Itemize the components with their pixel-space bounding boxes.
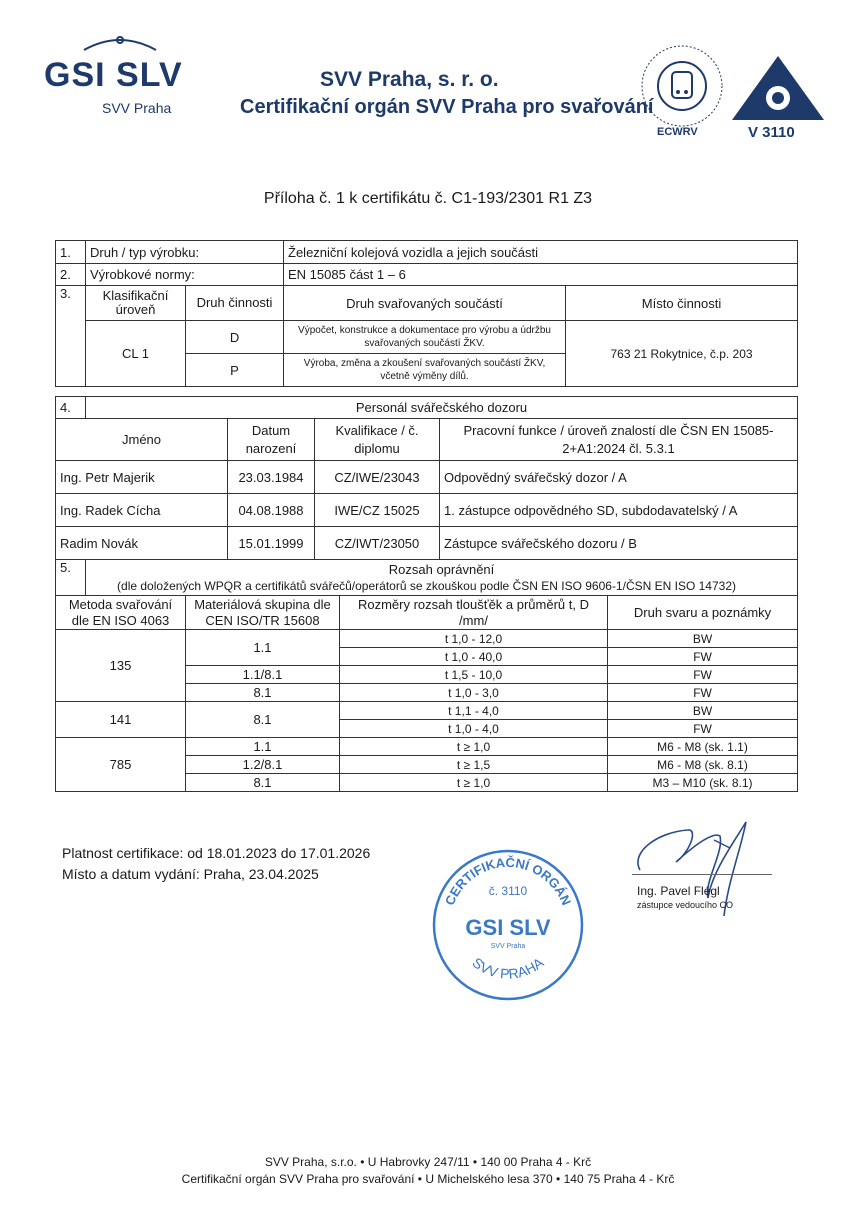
place-value: 763 21 Rokytnice, č.p. 203 [566, 321, 798, 387]
v-code: V 3110 [748, 124, 795, 141]
type-cell: FW [608, 666, 798, 684]
material-cell: 1.1 [186, 738, 340, 756]
header-place: Místo činnosti [566, 286, 798, 321]
row-product-norms [56, 264, 798, 286]
material-cell: 1.2/8.1 [186, 756, 340, 774]
header-level: Klasifikační úroveň [86, 286, 186, 321]
sec5-subheading: (dle doložených WPQR a certifikátů svářečů/operátorů se zkouškou podle ČSN EN ISO 9606-1/ČSN EN ISO 14732) [117, 578, 736, 593]
logo-subtitle: SVV Praha [102, 100, 172, 116]
person-qual: CZ/IWT/23050 [315, 527, 440, 560]
person-qual: IWE/CZ 15025 [315, 494, 440, 527]
dims-cell: t 1,0 - 40,0 [340, 648, 608, 666]
row-activity-d [56, 321, 798, 354]
sec4-heading: Personál svářečského dozoru [86, 397, 798, 419]
person-function: Zástupce svářečského dozoru / B [440, 527, 798, 560]
sec2-value: EN 15085 část 1 – 6 [284, 264, 798, 286]
method-785: 785 [56, 738, 186, 792]
dims-cell: t ≥ 1,5 [340, 756, 608, 774]
person-qual: CZ/IWE/23043 [315, 461, 440, 494]
sec2-label: Výrobkové normy: [86, 264, 284, 286]
type-cell: BW [608, 630, 798, 648]
dims-cell: t 1,0 - 4,0 [340, 720, 608, 738]
sec5-heading: Rozsah oprávnění [388, 561, 495, 577]
activity-p-text: Výroba, změna a zkoušení svařovaných součástí ŽKV, včetně výměny dílů. [284, 354, 566, 387]
footer-line-2: Certifikační orgán SVV Praha pro svařování • U Michelského lesa 370 • 140 75 Praha 4 - Krč [181, 1172, 675, 1186]
table-row [56, 494, 798, 527]
header-parts: Druh svařovaných součástí [284, 286, 566, 321]
dims-cell: t ≥ 1,0 [340, 774, 608, 792]
header-method: Metoda svařování dle EN ISO 4063 [56, 596, 186, 630]
row-sec5-header [56, 596, 798, 630]
stamp-logo: GSI SLV [465, 915, 551, 940]
dims-cell: t 1,0 - 3,0 [340, 684, 608, 702]
type-cell: M3 – M10 (sk. 8.1) [608, 774, 798, 792]
header-activity: Druh činnosti [186, 286, 284, 321]
activity-d: D [186, 321, 284, 354]
header-name: Jméno [56, 419, 228, 461]
method-135: 135 [56, 630, 186, 702]
table-section-5 [55, 559, 798, 792]
sec1-num: 1. [56, 241, 86, 264]
header-weld-type: Druh svaru a poznámky [608, 596, 798, 630]
material-cell: 8.1 [186, 702, 340, 738]
activity-p: P [186, 354, 284, 387]
row-sec4-header [56, 419, 798, 461]
method-141: 141 [56, 702, 186, 738]
type-cell: FW [608, 720, 798, 738]
level-value: CL 1 [86, 321, 186, 387]
table-row [56, 630, 798, 648]
table-sections-1-3 [55, 240, 798, 387]
material-cell: 8.1 [186, 774, 340, 792]
person-date: 04.08.1988 [228, 494, 315, 527]
person-function: 1. zástupce odpovědného SD, subdodavatelský / A [440, 494, 798, 527]
validity-block [62, 843, 370, 885]
header-date: Datum narození [228, 419, 315, 461]
table-row [56, 702, 798, 720]
stamp-logo-sub: SVV Praha [490, 943, 526, 950]
table-section-4 [55, 396, 798, 560]
dims-cell: t ≥ 1,0 [340, 738, 608, 756]
sec2-num: 2. [56, 264, 86, 286]
dims-cell: t 1,0 - 12,0 [340, 630, 608, 648]
table-row [56, 461, 798, 494]
logo-arc-icon [80, 32, 160, 56]
ecwrv-label: ECWRV [657, 126, 698, 138]
header-material: Materiálová skupina dle CEN ISO/TR 15608 [186, 596, 340, 630]
row-product-type [56, 241, 798, 264]
dims-cell: t 1,1 - 4,0 [340, 702, 608, 720]
page-title: Příloha č. 1 k certifikátu č. C1-193/2301 R1 Z3 [263, 190, 593, 207]
type-cell: FW [608, 648, 798, 666]
type-cell: M6 - M8 (sk. 1.1) [608, 738, 798, 756]
certification-stamp [428, 845, 588, 1005]
person-name: Ing. Radek Cícha [56, 494, 228, 527]
type-cell: BW [608, 702, 798, 720]
sec3-num: 3. [56, 286, 86, 387]
issued-text: Místo a datum vydání: Praha, 23.04.2025 [62, 866, 319, 882]
sec4-num: 4. [56, 397, 86, 419]
dims-cell: t 1,5 - 10,0 [340, 666, 608, 684]
org-name: Certifikační orgán SVV Praha pro svařování [240, 96, 654, 118]
row-sec3-header [56, 286, 798, 321]
type-cell: FW [608, 684, 798, 702]
material-cell: 1.1 [186, 630, 340, 666]
stamp-ring-top: CERTIFIKAČNÍ ORGÁN [441, 854, 575, 908]
signature-line [632, 874, 772, 875]
table-row [56, 738, 798, 756]
stamp-number: č. 3110 [488, 884, 528, 898]
footer-line-1: SVV Praha, s.r.o. • U Habrovky 247/11 • 140 00 Praha 4 - Krč [264, 1155, 592, 1169]
company-name: SVV Praha, s. r. o. [320, 68, 499, 91]
header-dimensions: Rozměry rozsah tloušťěk a průměrů t, D /mm/ [340, 596, 608, 630]
material-cell: 8.1 [186, 684, 340, 702]
row-sec5-heading [56, 560, 798, 596]
ecwrv-emblem-icon [632, 40, 732, 132]
header-function: Pracovní funkce / úroveň znalostí dle ČSN EN 15085-2+A1:2024 čl. 5.3.1 [440, 419, 798, 461]
sec5-num: 5. [56, 560, 86, 596]
stamp-ring-bottom: SVV PRAHA [469, 954, 547, 982]
activity-d-text: Výpočet, konstrukce a dokumentace pro výrobu a údržbu svařovaných součástí ŽKV. [284, 321, 566, 354]
table-row [56, 527, 798, 560]
sec1-label: Druh / typ výrobku: [86, 241, 284, 264]
material-cell: 1.1/8.1 [186, 666, 340, 684]
sec1-value: Železniční kolejová vozidla a jejich součásti [284, 241, 798, 264]
sec5-heading-cell [86, 560, 798, 596]
person-name: Radim Novák [56, 527, 228, 560]
person-function: Odpovědný svářečský dozor / A [440, 461, 798, 494]
row-sec4-heading [56, 397, 798, 419]
header-qualification: Kvalifikace / č. diplomu [315, 419, 440, 461]
person-date: 23.03.1984 [228, 461, 315, 494]
signatory-name: Ing. Pavel Flégl [637, 884, 720, 898]
logo-text: GSI SLV [44, 56, 183, 94]
triangle-emblem-icon [728, 52, 828, 124]
signatory-role: zástupce vedoucího CO [637, 900, 734, 910]
person-name: Ing. Petr Majerik [56, 461, 228, 494]
validity-text: Platnost certifikace: od 18.01.2023 do 17.01.2026 [62, 845, 371, 861]
person-date: 15.01.1999 [228, 527, 315, 560]
type-cell: M6 - M8 (sk. 8.1) [608, 756, 798, 774]
